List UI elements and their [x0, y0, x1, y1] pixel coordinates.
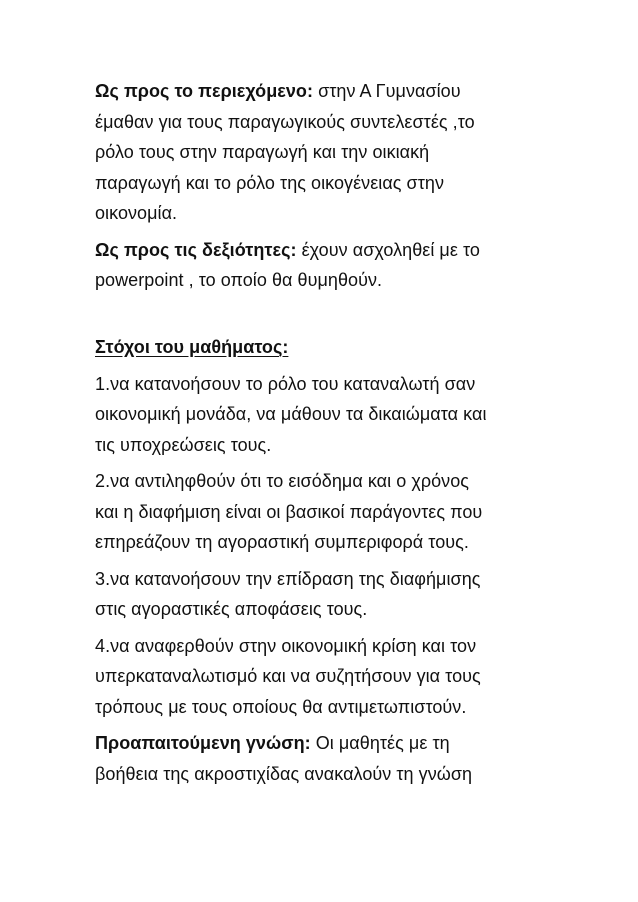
goal-text: .να αναφερθούν στην οικονομική κρίση και τον — [105, 635, 477, 656]
goals-heading: Στόχοι του μαθήματος: — [95, 337, 289, 357]
paragraph-line: οικονομική μονάδα, να μάθουν τα δικαιώματα και — [95, 404, 487, 424]
goal-item-3 — [95, 564, 555, 625]
paragraph-line — [95, 369, 555, 400]
paragraph-line — [95, 728, 555, 759]
goal-item-1 — [95, 369, 555, 461]
goal-item-2 — [95, 466, 555, 558]
paragraph-line: επηρεάζουν τη αγοραστική συμπεριφορά τους. — [95, 532, 469, 552]
paragraph-line — [95, 466, 555, 497]
paragraph-line: υπερκαταναλωτισμό και να συζητήσουν για τους — [95, 666, 481, 686]
document-body — [95, 76, 555, 795]
prerequisite-label: Προαπαιτούμενη γνώση: — [95, 733, 311, 753]
goal-number: 1 — [95, 373, 106, 394]
goal-item-4 — [95, 631, 555, 723]
goal-text: .να αντιληφθούν ότι το εισόδημα και ο χρόνος — [105, 471, 470, 491]
goal-number: 3 — [95, 568, 106, 589]
paragraph-line: στις αγοραστικές αποφάσεις τους. — [95, 599, 368, 619]
paragraph-line — [95, 76, 555, 107]
paragraph-line: οικονομία. — [95, 203, 178, 223]
paragraph-text: Οι μαθητές με τη — [310, 733, 450, 753]
paragraph-line: παραγωγή και το ρόλο της οικογένειας στην — [95, 172, 444, 193]
paragraph-line — [95, 235, 555, 266]
content-paragraph — [95, 76, 555, 229]
blank-line — [95, 302, 555, 333]
goals-heading-block — [95, 332, 555, 363]
paragraph-line: τρόπους με τους οποίους θα αντιμετωπιστούν. — [95, 696, 467, 717]
paragraph-line — [95, 631, 555, 662]
goal-number: 4 — [95, 635, 106, 656]
goal-text: .να κατανοήσουν το ρόλο του καταναλωτή σαν — [105, 373, 476, 394]
paragraph-text: έχουν ασχοληθεί με το — [296, 239, 480, 260]
paragraph-line: powerpoint , το οποίο θα θυμηθούν. — [95, 270, 383, 290]
paragraph-line: τις υποχρεώσεις τους. — [95, 434, 272, 455]
goal-text: .να κατανοήσουν την επίδραση της διαφήμισης — [105, 568, 481, 589]
paragraph-line: βοήθεια της ακροστιχίδας ανακαλούν τη γνώση — [95, 763, 473, 784]
skills-label: Ως προς τις δεξιότητες: — [95, 239, 297, 260]
content-label: Ως προς το περιεχόμενο: — [95, 81, 314, 101]
paragraph-line — [95, 564, 555, 595]
paragraph-line: και η διαφήμιση είναι οι βασικοί παράγοντες που — [95, 501, 483, 522]
prerequisite-paragraph — [95, 728, 555, 789]
paragraph-line: έμαθαν για τους παραγωγικούς συντελεστές ,το — [95, 111, 475, 132]
paragraph-text: στην Α Γυμνασίου — [313, 81, 461, 101]
skills-paragraph — [95, 235, 555, 296]
goal-number: 2 — [95, 471, 106, 491]
paragraph-line: ρόλο τους στην παραγωγή και την οικιακή — [95, 142, 430, 162]
